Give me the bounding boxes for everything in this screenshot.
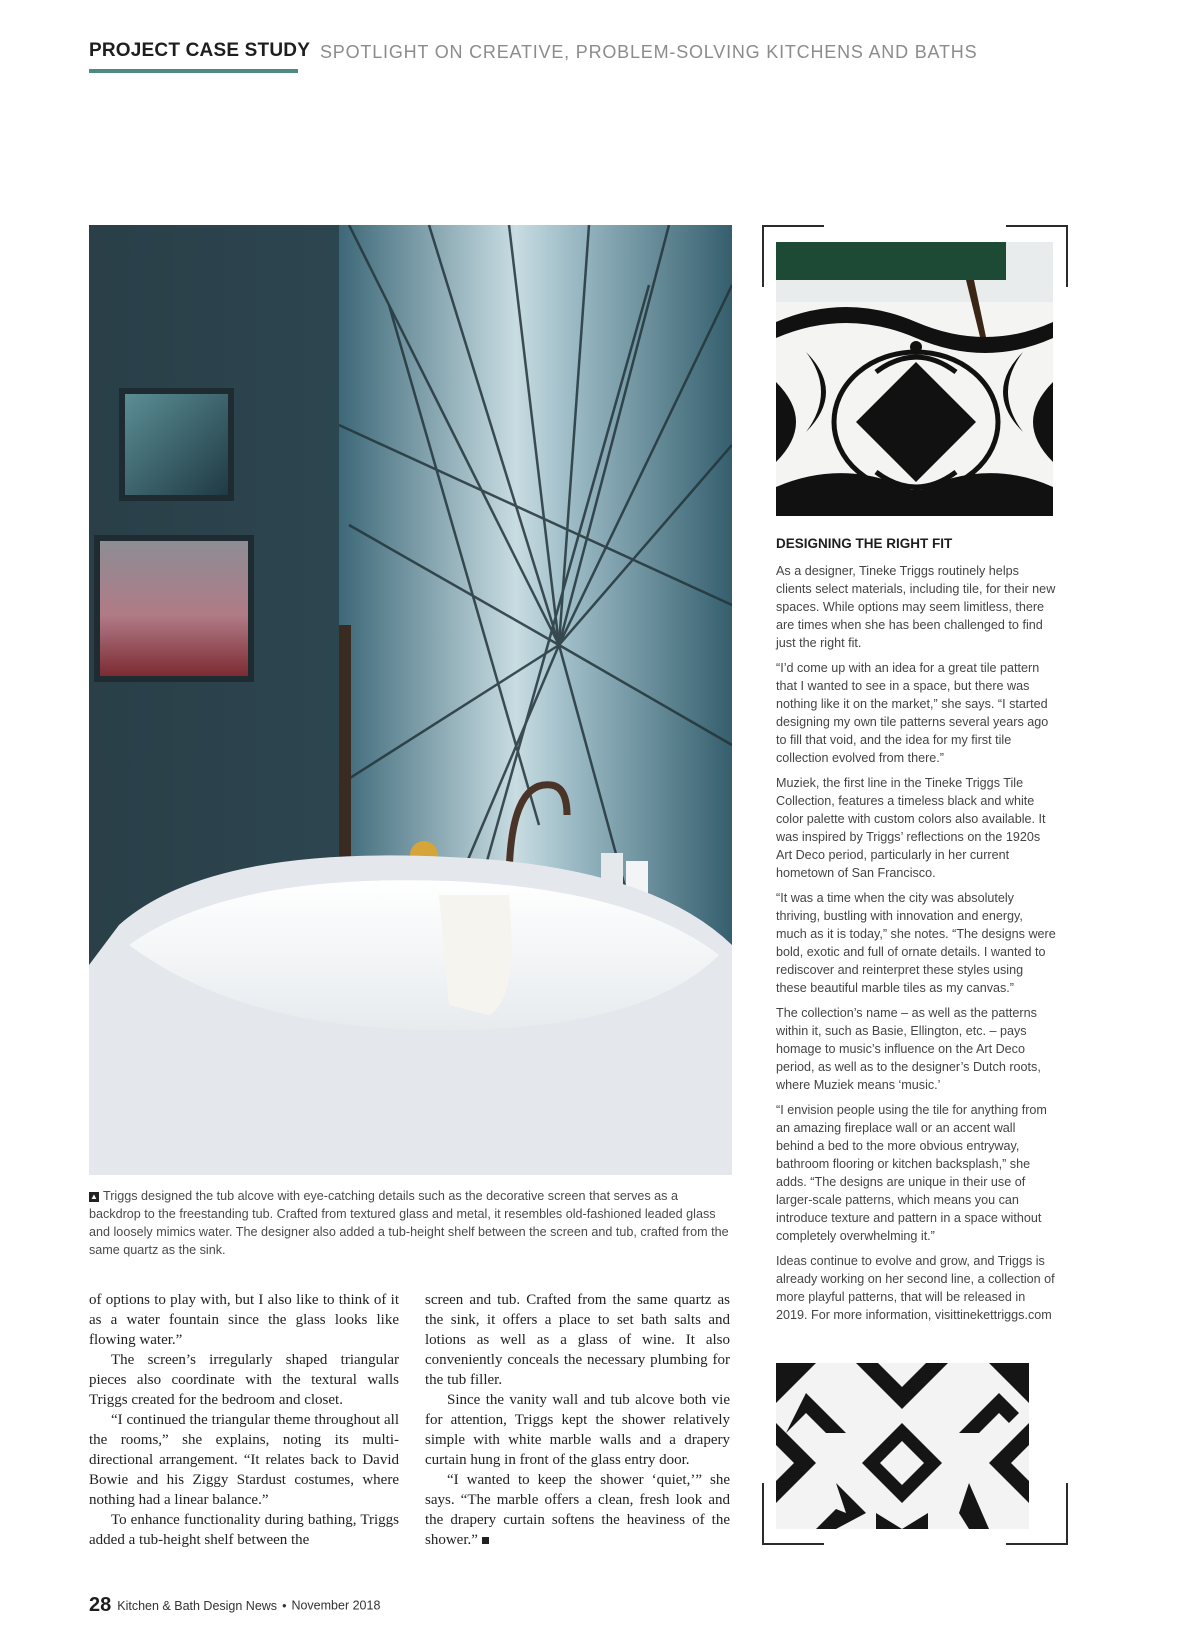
kicker-underline [89,69,298,73]
sidebar-paragraph: “I envision people using the tile for anything from an amazing fireplace wall or an accent wall behind a bed to the more obvious entryway, bathroom flooring or kitchen backsplash,” she adds. “The designs are unique in their use of larger-scale patterns, which means you can introduce texture and pattern in a space without completely overwhelming it.” [776,1103,1047,1243]
section-kicker: PROJECT CASE STUDY [89,40,311,61]
body-paragraph-text: “I wanted to keep the shower ‘quiet,’” she says. “The marble offers a clean, fresh look and the drapery curtain softens the heaviness of the shower.” [425,1472,730,1548]
sidebar-paragraph: As a designer, Tineke Triggs routinely helps clients select materials, including tile, for their new spaces. While options may seem limitless, there are times when she has been challenged to find just the right fit. [776,564,1056,650]
sidebar-box [762,225,1068,1545]
caption-text: Triggs designed the tub alcove with eye-catching details such as the decorative screen that serves as a backdrop to the freestanding tub. Crafted from textured glass and metal, it resembles old-fashioned leaded glass and loosely mimics water. The designer also added a tub-height shelf between the screen and tub, crafted from the same quartz as the sink. [89,1189,729,1257]
tile-floor-photo [776,242,1053,516]
bathroom-tub-alcove-photo [89,225,732,1175]
page-number: 28 [89,1594,112,1616]
issue-date: November 2018 [291,1598,381,1613]
sidebar-title: DESIGNING THE RIGHT FIT [776,536,953,551]
sidebar-paragraph: Muziek, the first line in the Tineke Triggs Tile Collection, features a timeless black and white color palette with custom colors also available. It was inspired by Triggs’ reflections on the 1920s Art Deco period, particularly in her current hometown of San Francisco. [776,776,1046,880]
sidebar-paragraph: “I’d come up with an idea for a great tile pattern that I wanted to see in a space, but there was nothing like it on the market,” she says. “I started designing my own tile patterns several years ago to fill that void, and the idea for my first tile collection evolved from there.” [776,661,1049,765]
end-mark-icon [482,1537,489,1544]
body-paragraph: Since the vanity wall and tub alcove both vie for attention, Triggs kept the shower relatively simple with white marble walls and a drapery curtain hung in front of the glass entry door. [425,1392,730,1468]
sidebar-paragraph: Ideas continue to evolve and grow, and Triggs is already working on her second line, a collection of more playful patterns, that will be released in 2019. For more information, visittinekettriggs.com [776,1254,1055,1322]
body-paragraph: screen and tub. Crafted from the same quartz as the sink, it offers a place to set bath salts and lotions as well as a glass of wine. It also conveniently conceals the necessary plumbing for the tub filler. [425,1292,730,1388]
page-footer [89,1594,380,1618]
tile-pattern-photo [776,1363,1029,1529]
body-paragraph: of options to play with, but I also like to think of it as a water fountain since the glass looks like flowing water.” [89,1292,399,1348]
body-column-2 [425,1290,730,1550]
section-tagline: SPOTLIGHT ON CREATIVE, PROBLEM-SOLVING KITCHENS AND BATHS [320,42,978,62]
body-paragraph [425,1470,730,1550]
sidebar-paragraph: The collection’s name – as well as the patterns within it, such as Basie, Ellington, etc. – pays homage to music’s influence on the Art Deco period, as well as to the designer’s Dutch roots, where Muziek means ‘music.’ [776,1006,1041,1092]
body-column-1 [89,1290,399,1550]
sidebar-text [776,562,1056,1331]
sidebar-paragraph: “It was a time when the city was absolutely thriving, bustling with innovation and energy, much as it is today,” she notes. “The designs were bold, exotic and full of ornate details. I wanted to rediscover and reinterpret these styles using these beautiful marble tiles as my canvas.” [776,891,1056,995]
publication-name: Kitchen & Bath Design News [117,1598,278,1613]
footer-separator: • [282,1598,287,1613]
arrow-up-icon: ▲ [90,1192,98,1201]
body-paragraph: The screen’s irregularly shaped triangular pieces also coordinate with the textural walls Triggs created for the bedroom and closet. [89,1352,399,1408]
body-paragraph: “I continued the triangular theme throughout all the rooms,” she explains, noting its multi-directional arrangement. “It relates back to David Bowie and his Ziggy Stardust costumes, where nothing had a linear balance.” [89,1412,399,1508]
photo-caption [89,1187,732,1259]
body-paragraph: To enhance functionality during bathing, Triggs added a tub-height shelf between the [89,1512,399,1548]
